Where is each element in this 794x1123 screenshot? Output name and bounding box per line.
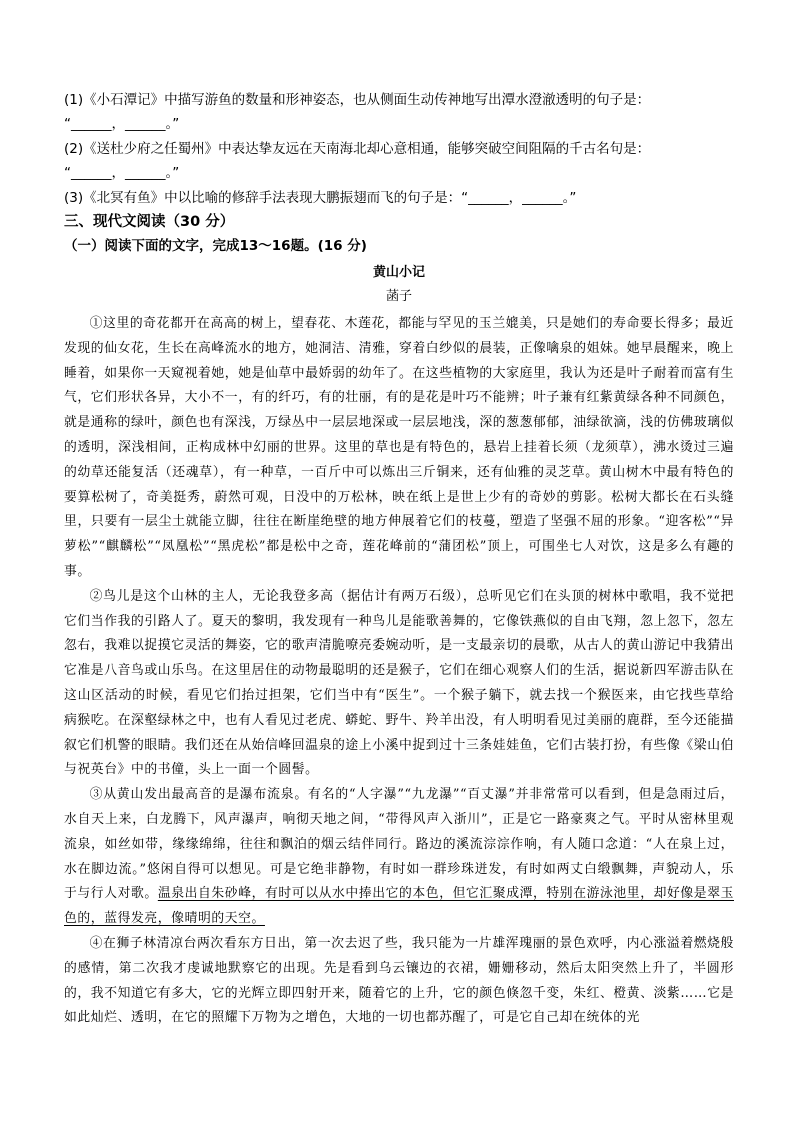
page-content bbox=[64, 88, 734, 1031]
question-2-prompt: (2)《送杜少府之任蜀州》中表达挚友远在天南海北却心意相通，能够突破空间阻隔的千古名句是： bbox=[64, 140, 651, 157]
article-paragraph-3 bbox=[64, 783, 734, 932]
article-author: 菡子 bbox=[385, 289, 412, 305]
article-paragraph-2: ②鸟儿是这个山林的主人，无论我登多高（据估计有两万石级），总听见它们在头顶的树林中歌唱，我不觉把它们当作我的引路人了。夏天的黎明，我发现有一种鸟儿是能歌善舞的，它像铁燕似的自由飞翔，忽上忽下，忽左忽右，我难以捉摸它灵活的舞姿，它的歌声清脆嘹亮委婉动听，是一支最亲切的晨歌，从古人的黄山游记中我猜出它准是八音鸟或山乐鸟。在这里居住的动物最聪明的还是猴子，它们在细心观察人们的生活，据说新四军游击队在这山区活动的时候，看见它们抬过担架，它们当中有“医生”。一个猴子躺下，就去找一个猴医来，由它找些草给病猴吃。在深壑绿林之中，也有人看见过老虎、蟒蛇、野牛、羚羊出没，有人明明看见过美丽的鹿群，至今还能描叙它们机警的眼睛。我们还在从始信峰回温泉的途上小溪中捉到过十三条娃娃鱼，它们古装打扮，有些像《梁山伯与祝英台》中的书僮，头上一面一个圆髻。 bbox=[64, 588, 734, 778]
section-subheading: （一）阅读下面的文字，完成13～16题。(16 分) bbox=[64, 238, 367, 255]
section-heading: 三、现代文阅读（30 分） bbox=[64, 214, 235, 231]
article-title: 黄山小记 bbox=[372, 265, 425, 281]
paragraph-3-text: ③从黄山发出最高音的是瀑布流泉。有名的“人字瀑”“九龙瀑”“百丈瀑”并非常常可以看到，但是急雨过后，水自天上来，白龙腾下，风声瀑声，响彻天地之间，“带得风声入浙川”，正是它一路豪爽之气。平时从密林里观流泉，如丝如带，缘缘绵绵，往往和飘泊的烟云结伴同行。路边的溪流淙淙作响，有人随口念道：“人在泉上过，水在脚边流。”悠闲自得可以想见。可是它绝非静物，有时如一群珍珠迸发，有时如两丈白缎飘舞，声貌动人，乐于与行人对歌。 bbox=[64, 787, 734, 902]
article-paragraph-4: ④在狮子林清凉台两次看东方日出，第一次去迟了些，我只能为一片雄浑瑰丽的景色欢呼，内心涨溢着燃烧般的感情，第二次我才虔诚地默察它的出现。先是看到乌云镶边的衣裙，姗姗移动，然后太阳突然上升了，半圆形的，我不知道它有多大，它的光辉立即四射开来，随着它的上升，它的颜色倏忽千变，朱红、橙黄、淡紫……它是如此灿烂、透明，在它的照耀下万物为之增色，大地的一切也都苏醒了，可是它自己却在统体的光 bbox=[64, 935, 734, 1026]
question-1-blank: “______，______。” bbox=[64, 116, 180, 133]
question-3-prompt: (3)《北冥有鱼》中以比喻的修辞手法表现大鹏振翅而飞的句子是：“______，______。” bbox=[64, 189, 577, 206]
underlined-sentence: 温泉出自朱砂峰，有时可以从水中捧出它的本色，但它汇聚成潭，特别在游泳池里，却好像是翠玉色的，蓝得发亮，像晴明的天空。 bbox=[64, 886, 734, 927]
question-2-blank: “______，______。” bbox=[64, 165, 180, 182]
question-1-prompt: (1)《小石潭记》中描写游鱼的数量和形神姿态，也从侧面生动传神地写出潭水澄澈透明的句子是： bbox=[64, 92, 651, 108]
article-paragraph-1: ①这里的奇花都开在高高的树上，望春花、木莲花，都能与罕见的玉兰媲美，只是她们的寿命要长得多；最近发现的仙女花，生长在高峰流水的地方，她洞洁、清雅，穿着白纱似的晨装，正像噙泉的姐妹。她早晨醒来，晚上睡着，如果你一天窥视着她，她是仙草中最娇弱的幼年了。在这些植物的大家庭里，我认为还是叶子耐着而富有生气，它们形状各异，大小不一，有的纤巧，有的壮丽，有的是花是叶巧不能辨；叶子兼有红紫黄绿各种不同颜色，就是通称的绿叶，颜色也有深浅，万绿丛中一层层地深或一层层地浅，深的葱葱郁郁，油绿欲滴，浅的仿佛玻璃似的透明，深浅相间，正构成林中幻丽的世界。这里的草也是有特色的，悬岩上挂着长须（龙须草），沸水烫过三遍的幼草还能复活（还魂草），有一种草，一百斤中可以炼出三斤铜来，还有仙雅的灵芝草。黄山树木中最有特色的要算松树了，奇美挺秀，蔚然可观，日没中的万松林，映在纸上是世上少有的奇妙的剪影。松树大都长在石头缝里，只要有一层尘土就能立脚，往往在断崖绝壁的地方伸展着它们的枝蔓，塑造了坚强不屈的形象。“迎客松”“异萝松”“麒麟松”“凤凰松”“黑虎松”都是松中之奇，莲花峰前的“蒲团松”顶上，可围坐七人对饮，这是多么有趣的事。 bbox=[64, 316, 734, 579]
